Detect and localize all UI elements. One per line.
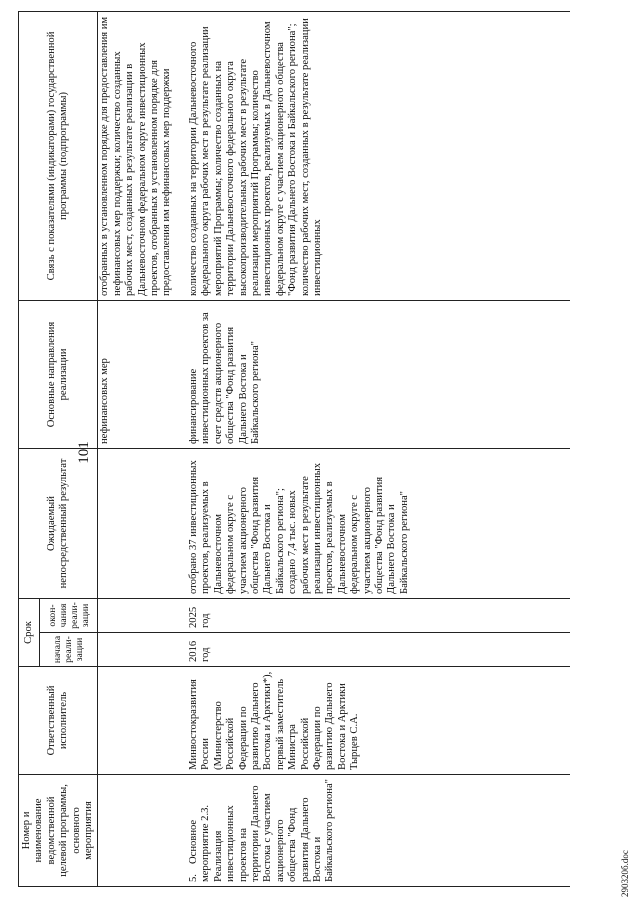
page-number: 101 — [76, 441, 92, 464]
continuation-row — [98, 12, 182, 887]
row-start: 2016 год — [182, 633, 570, 667]
program-table — [18, 11, 570, 887]
continuation-directions: нефинансовых мер — [98, 301, 182, 449]
table-row — [182, 12, 570, 887]
header-term: Срок — [19, 599, 40, 667]
header-link: Связь с показателями (индикаторами) государственной программы (подпрограммы) — [19, 12, 98, 301]
continuation-link: отобранных в установленном порядке для предоставления им нефинансовых мер поддержки; количество созданных рабочих мест, созданных в результате реализации в Дальневосточном федеральном округе инвестиционных проектов, отобранных в установленном порядке для предоставления им нефинансовых мер поддержки — [98, 12, 182, 301]
row-result: отобрано 37 инвестиционных проектов, реализуемых в Дальневосточном федеральном округе с участием акционерного общества "Фонд развития Дальнего Востока и Байкальского региона"; создано 7,4 тыс. новых рабочих мест в результате реализации инвестиционных проектов, реализуемых в Дальневосточном федеральном округе с участием акционерного общества "Фонд развития Дальнего Востока и Байкальского региона" — [182, 449, 570, 599]
header-result: Ожидаемый непосредственный результат — [19, 449, 98, 599]
row-end: 2025 год — [182, 599, 570, 633]
header-end: окон-чания реали-зации — [40, 599, 98, 633]
header-start: начала реали-зации — [40, 633, 98, 667]
row-directions: финансирование инвестиционных проектов за счет средств акционерного общества "Фонд развития Дальнего Востока и Байкальского региона" — [182, 301, 570, 449]
row-link: количество созданных на территории Дальневосточного федерального округа рабочих мест в результате реализации мероприятий Программы; количество созданных на территории Дальневосточного федерального округа высокопроизводительных рабочих мест в результате реализации мероприятий Программы; количество инвестиционных проектов, реализуемых в Дальневосточном федеральном округе с участием акционерного общества "Фонд развития Дальнего Востока и Байкальского региона"; количество рабочих мест, созданных в результате реализации инвестиционных — [182, 12, 570, 301]
row-executor: Минвостокразвития России (Министерство Российской Федерации по развитию Дальнего Востока и Арктики*), первый заместитель Министра Российской Федерации по развитию Дальнего Востока и Арктики Тырцев С.А. — [182, 667, 570, 775]
row-name: Основное мероприятие 2.3. Реализация инвестиционных проектов на территории Дальнего Востока с участием акционерного общества "Фонд развития Дальнего Востока и Байкальского региона" — [187, 779, 336, 882]
header-executor: Ответственный исполнитель — [19, 667, 98, 775]
header-name: Номер и наименование ведомственной целевой программы, основного мероприятия — [19, 775, 98, 887]
header-directions: Основные направления реализации — [19, 301, 98, 449]
doc-id: 290320б.doc — [620, 850, 630, 897]
row-number: 5. — [187, 874, 199, 882]
